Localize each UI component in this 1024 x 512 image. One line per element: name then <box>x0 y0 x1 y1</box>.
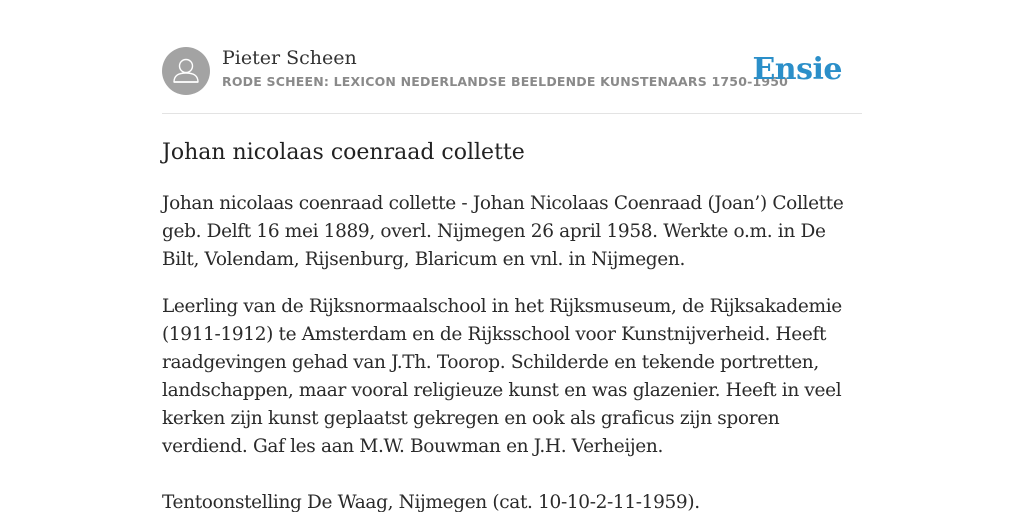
header-divider <box>162 113 862 114</box>
article-paragraph-3: Tentoonstelling De Waag, Nijmegen (cat. 10-10-2-11-1959). <box>162 492 700 512</box>
author-name[interactable]: Pieter Scheen <box>222 47 357 69</box>
article-header <box>162 46 862 96</box>
article-paragraph-1: Johan nicolaas coenraad collette - Johan Nicolaas Coenraad (Joan’) Collette geb. Delft 16 mei 1889, overl. Nijmegen 26 april 1958. Werkte o.m. in De Bilt, Volendam, Rijsenburg, Blaricum en vnl. in Nijmegen. <box>162 193 844 270</box>
ensie-logo[interactable]: Ensie <box>752 52 842 87</box>
user-avatar-icon[interactable] <box>162 47 210 95</box>
article-paragraph-2: Leerling van de Rijksnormaalschool in het Rijksmuseum, de Rijksakademie (1911-1912) te Amsterdam en de Rijksschool voor Kunstnijverheid. Heeft raadgevingen gehad van J.Th. Toorop. Schilderde en tekende portretten, landschappen, maar vooral religieuze kunst en was glazenier. Heeft in veel kerken zijn kunst geplaatst gekregen en ook als graficus zijn sporen verdiend. Gaf les aan M.W. Bouwman en J.H. Verheijen. <box>162 296 842 457</box>
source-label[interactable]: RODE SCHEEN: LEXICON NEDERLANDSE BEELDENDE KUNSTENAARS 1750-1950 <box>222 74 789 89</box>
article-title: Johan nicolaas coenraad collette <box>162 140 525 165</box>
